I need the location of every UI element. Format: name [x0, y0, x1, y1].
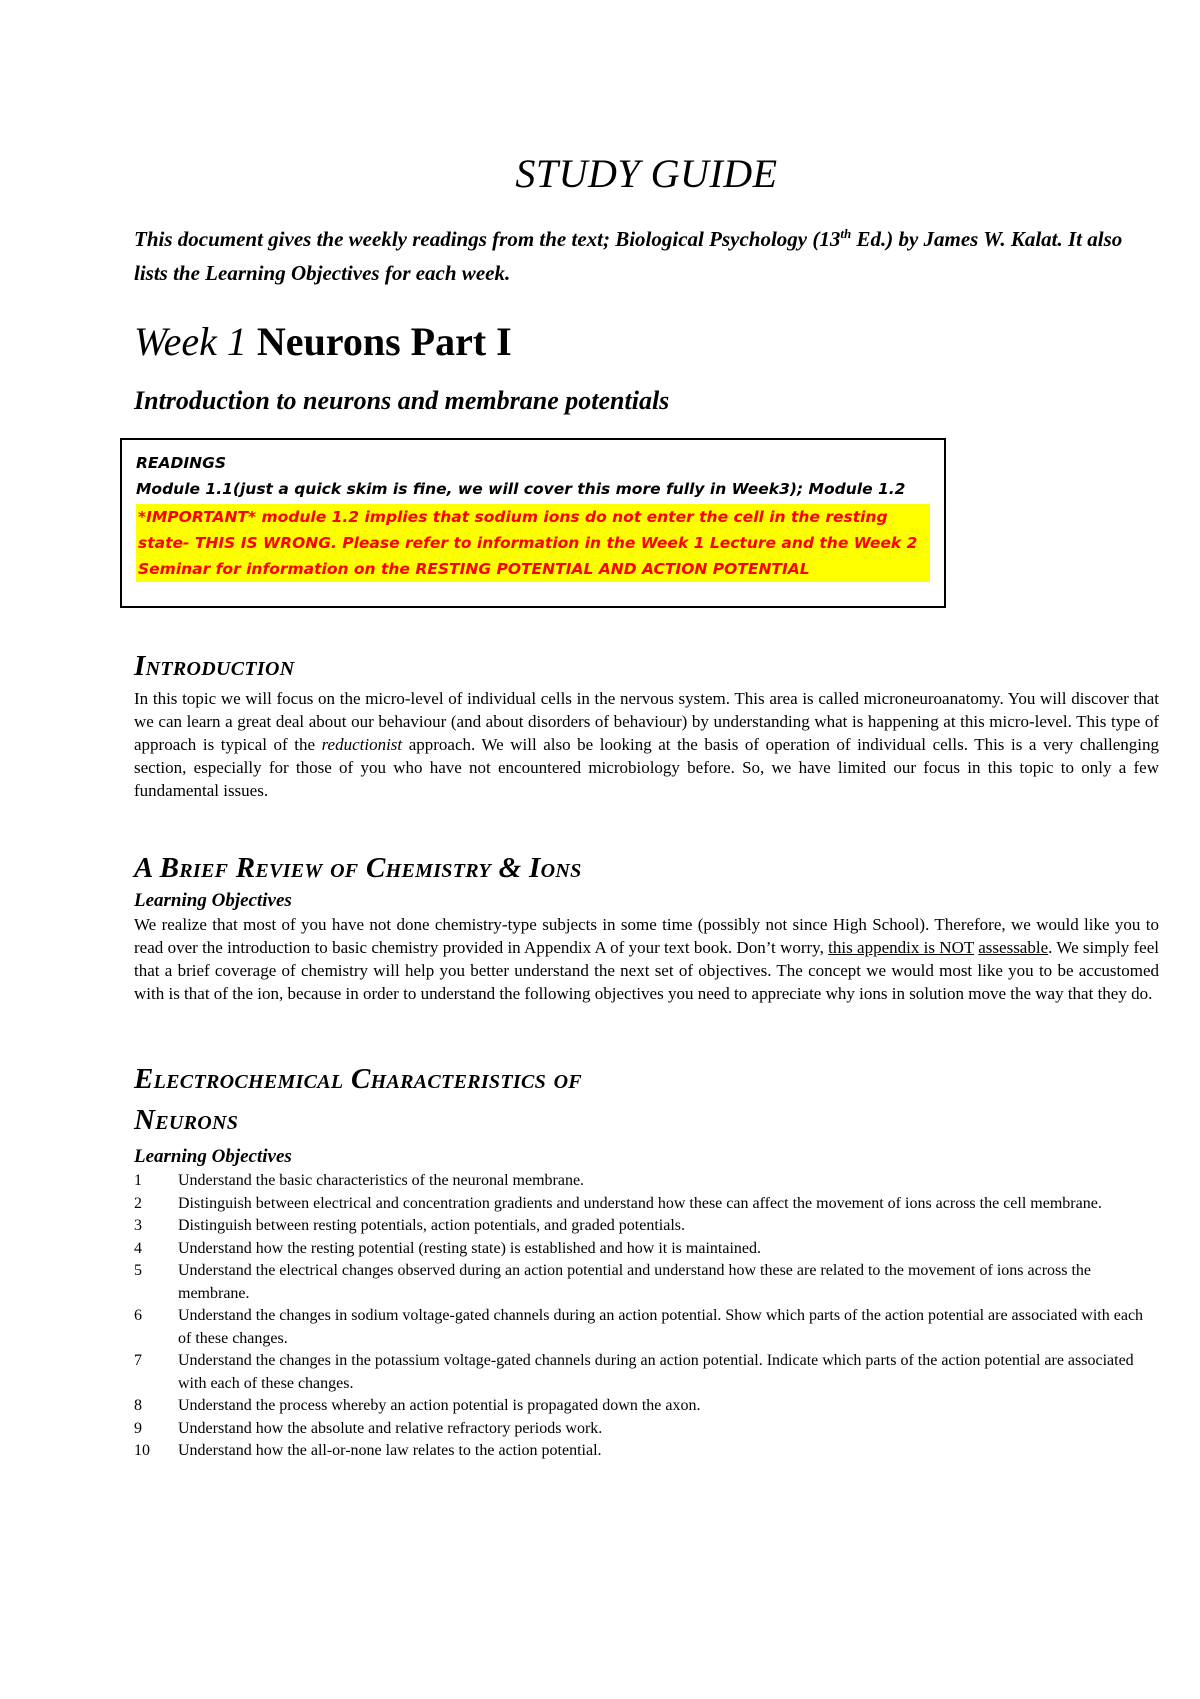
objective-text: Distinguish between resting potentials, action potentials, and graded potentials. [178, 1217, 685, 1234]
objective-number: 2 [134, 1194, 142, 1212]
list-item [134, 1260, 1159, 1305]
objective-number: 9 [134, 1419, 142, 1437]
chemistry-learning-objectives-heading: Learning Objectives [134, 890, 292, 911]
list-item [134, 1350, 1159, 1395]
readings-text: Module 1.1(just a quick skim is fine, we will cover this more fully in Week3); Module 1.2 [136, 480, 906, 498]
objective-text: Understand how the resting potential (resting state) is established and how it is maintained. [178, 1239, 761, 1257]
objective-number: 3 [134, 1217, 142, 1234]
objective-text: Understand the process whereby an action potential is propagated down the axon. [178, 1397, 701, 1414]
objective-text: Understand the basic characteristics of the neuronal membrane. [178, 1172, 585, 1189]
objective-number: 4 [134, 1239, 142, 1257]
objective-number: 5 [134, 1262, 142, 1279]
chemistry-text-3: . We simply feel that a brief coverage of chemistry will help you better understand the next set of objectives. The concept we would most like you to be accustomed with is that of the ion, because in order to understand the following objectives you need to appreciate why ions in solution move the way that they do. [134, 938, 1159, 1003]
week-label: Week 1 [134, 319, 247, 364]
list-item [134, 1305, 1159, 1350]
chemistry-text-1: We realize that most of you have not done chemistry-type subjects in some time (possibly not since High School). Therefore, we would like you to read over the introduction to basic chemistry provided in Appendix A of your text book. Don’t worry, [134, 915, 1159, 957]
objective-text: Understand the changes in sodium voltage-gated channels during an action potential. Show which parts of the action potential are associated with each of these changes. [178, 1307, 1144, 1347]
chemistry-paragraph [134, 913, 1159, 1005]
readings-heading: READINGS [136, 454, 227, 472]
objective-number: 8 [134, 1397, 142, 1414]
list-item [134, 1170, 1159, 1193]
objective-text: Understand how the absolute and relative refractory periods work. [178, 1419, 603, 1437]
objective-text: Understand the changes in the potassium voltage-gated channels during an action potential. Indicate which parts of the action potential are associated with each of these changes. [178, 1352, 1134, 1392]
chemistry-underlined-1: this appendix is NOT [828, 938, 974, 957]
introduction-emphasis: reductionist [321, 735, 403, 754]
intro-note-part2: Ed.) by James W. Kalat. It also lists the Learning Objectives for each week. [134, 227, 1123, 285]
objective-text: Understand how the all-or-none law relates to the action potential. [178, 1442, 602, 1459]
electrochemical-heading-line1: Electrochemical Characteristics of [134, 1063, 582, 1095]
list-item [134, 1440, 1159, 1463]
week-topic: Neurons Part I [256, 319, 512, 364]
objective-number: 6 [134, 1307, 142, 1324]
readings-box [120, 438, 946, 608]
introduction-heading: Introduction [134, 650, 295, 682]
chemistry-heading: A Brief Review of Chemistry & Ions [134, 852, 582, 884]
introduction-text-2: approach. We will also be looking at the basis of operation of individual cells. This is a very challenging section, especially for those of you who have not encountered microbiology before. So, we have limited our focus in this topic to only a few fundamental issues. [134, 735, 1160, 800]
list-item [134, 1193, 1159, 1216]
objective-number: 7 [134, 1352, 142, 1369]
list-item [134, 1395, 1159, 1418]
introduction-text-1: In this topic we will focus on the micro-level of individual cells in the nervous system. This area is called microneuroanatomy. You will discover that we can learn a great deal about our behaviour (and about disorders of behaviour) by understanding what is happening at this micro-level. This type of approach is typical of the [134, 689, 1159, 754]
electrochemical-learning-objectives-heading: Learning Objectives [134, 1146, 292, 1167]
document-title: STUDY GUIDE [515, 151, 778, 196]
learning-objectives-list [134, 1170, 1159, 1463]
week-subtitle: Introduction to neurons and membrane potentials [134, 386, 670, 415]
objective-number: 1 [134, 1172, 142, 1189]
readings-important-note: *IMPORTANT* module 1.2 implies that sodium ions do not enter the cell in the resting state- THIS IS WRONG. Please refer to information in the Week 1 Lecture and the Week 2 Seminar for information on the RESTING POTENTIAL AND ACTION POTENTIAL [136, 504, 930, 582]
list-item [134, 1418, 1159, 1441]
objective-text: Understand the electrical changes observed during an action potential and understand how these are related to the movement of ions across the membrane. [178, 1262, 1092, 1302]
week-title [134, 318, 512, 365]
chemistry-underlined-2: assessable [978, 938, 1049, 957]
electrochemical-heading-line2: Neurons [134, 1104, 239, 1136]
list-item [134, 1215, 1159, 1238]
objective-number: 10 [134, 1442, 150, 1459]
introduction-paragraph [134, 687, 1159, 802]
intro-note-part1: This document gives the weekly readings from the text; Biological Psychology (13 [134, 227, 841, 251]
intro-note-superscript: th [840, 226, 852, 241]
intro-note [134, 222, 1159, 290]
list-item [134, 1238, 1159, 1261]
objective-text: Distinguish between electrical and concentration gradients and understand how these can affect the movement of ions across the cell membrane. [178, 1194, 1102, 1212]
